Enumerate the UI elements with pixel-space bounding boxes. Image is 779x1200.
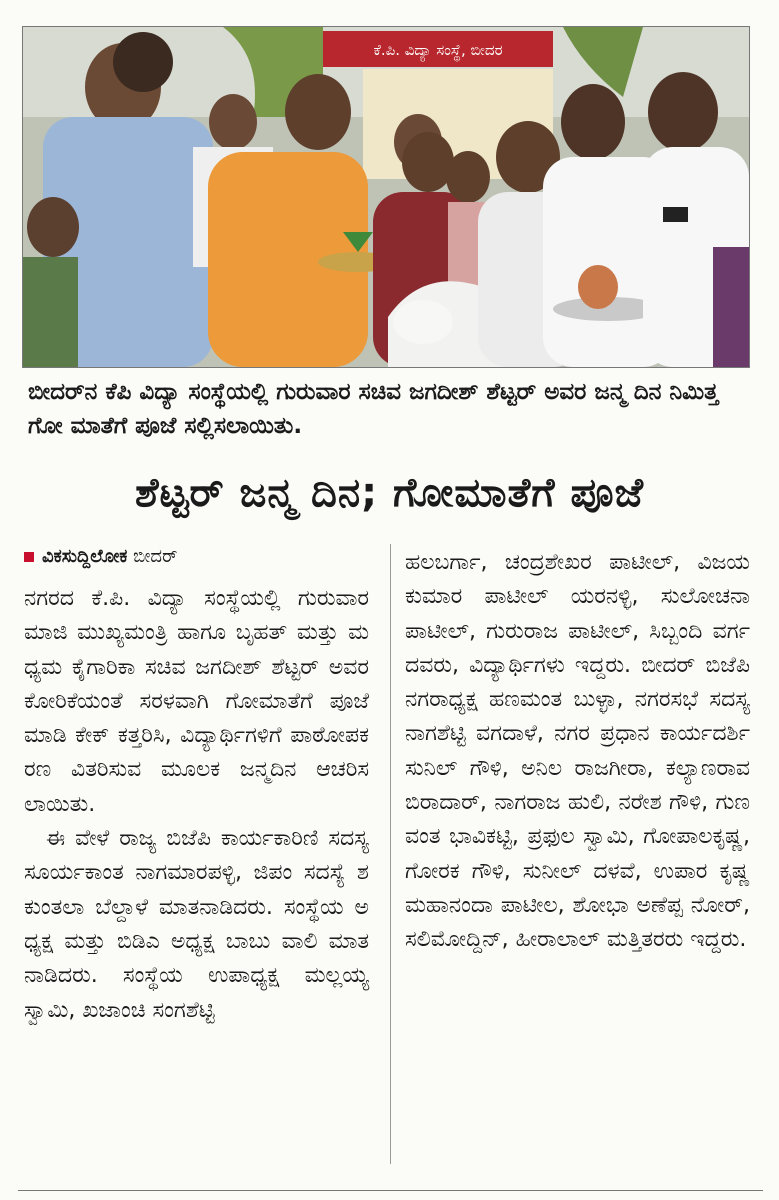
article-paragraph: ಈ ವೇಳೆ ರಾಜ್ಯ ಬಿಜೆಪಿ ಕಾರ್ಯಕಾರಿಣಿ ಸದಸ್ಯ ಸೂರ್ಯಕಾಂತ ನಾಗಮಾರಪಳ್ಳಿ, ಜಿಪಂ ಸದಸ್ಯೆ ಶಕುಂತಲಾ ಬೆಲ್ದಾಳೆ ಮಾತನಾಡಿದರು. ಸಂಸ್ಥೆಯ ಅಧ್ಯಕ್ಷ ಮತ್ತು ಬಿಡಿಎ ಅಧ್ಯಕ್ಷ ಬಾಬು ವಾಲಿ ಮಾತನಾಡಿದರು. ಸಂಸ್ಥೆಯ ಉಪಾಧ್ಯಕ್ಷ ಮಲ್ಲಯ್ಯ ಸ್ವಾಮಿ, ಖಜಾಂಚಿ ಸಂಗಶೆಟ್ಟಿ	[24, 826, 369, 1023]
photo-illustration	[23, 27, 749, 367]
byline	[24, 544, 384, 570]
news-photo	[22, 26, 750, 368]
bottom-rule	[18, 1190, 763, 1191]
article-paragraph: ಹಲಬರ್ಗಾ, ಚಂದ್ರಶೇಖರ ಪಾಟೀಲ್, ವಿಜಯಕುಮಾರ ಪಾಟೀಲ್ ಯರನಳ್ಳಿ, ಸುಲೋಚನಾ ಪಾಟೀಲ್, ಗುರುರಾಜ ಪಾಟೀಲ್, ಸಿಬ್ಬಂದಿ ವರ್ಗದವರು, ವಿದ್ಯಾರ್ಥಿಗಳು ಇದ್ದರು. ಬೀದರ್ ಬಿಜೆಪಿ ನಗರಾಧ್ಯಕ್ಷ ಹಣಮಂತ ಬುಳ್ಳಾ, ನಗರಸಭೆ ಸದಸ್ಯ ನಾಗಶೆಟ್ಟಿ ವಗದಾಳೆ, ನಗರ ಪ್ರಧಾನ ಕಾರ್ಯದರ್ಶಿ ಸುನಿಲ್ ಗೌಳಿ, ಅನಿಲ ರಾಜಗೀರಾ, ಕಲ್ಯಾಣರಾವ ಬಿರಾದಾರ್, ನಾಗರಾಜ ಹುಲಿ, ನರೇಶ ಗೌಳಿ, ಗುಣವಂತ ಭಾವಿಕಟ್ಟಿ, ಪ್ರಫುಲ ಸ್ವಾಮಿ, ಗೋಪಾಲಕೃಷ್ಣ, ಗೋರಕ ಗೌಳಿ, ಸುನೀಲ್ ದಳವೆ, ಉಪಾರ ಕೃಷ್ಣ ಮಹಾನಂದಾ ಪಾಟೀಲ, ಶೋಭಾ ಅಣೆಪ್ಪ ನೋರ್, ಸಲಿಮೋದ್ದಿನ್, ಹೀರಾಲಾಲ್ ಮತ್ತಿತರರು ಇದ್ದರು.	[405, 550, 750, 953]
headline: ಶೆಟ್ಟರ್ ಜನ್ಮ ದಿನ; ಗೋಮಾತೆಗೆ ಪೂಜೆ	[134, 470, 645, 516]
banner-text: ಕೆ.ಪಿ. ವಿದ್ಯಾ ಸಂಸ್ಥೆ, ಬೀದರ	[373, 41, 503, 59]
column-divider	[390, 544, 391, 1164]
byline-bullet	[24, 552, 34, 562]
article-column-2	[405, 546, 750, 958]
byline-place: ಬೀದರ್	[133, 546, 178, 567]
article-paragraph: ನಗರದ ಕೆ.ಪಿ. ವಿದ್ಯಾ ಸಂಸ್ಥೆಯಲ್ಲಿ ಗುರುವಾರ ಮಾಜಿ ಮುಖ್ಯಮಂತ್ರಿ ಹಾಗೂ ಬೃಹತ್ ಮತ್ತು ಮಧ್ಯಮ ಕೈಗಾರಿಕಾ ಸಚಿವ ಜಗದೀಶ್ ಶೆಟ್ಟರ್ ಅವರ ಕೋರಿಕೆಯಂತೆ ಸರಳವಾಗಿ ಗೋಮಾತೆಗೆ ಪೂಜೆ ಮಾಡಿ ಕೇಕ್ ಕತ್ತರಿಸಿ, ವಿದ್ಯಾರ್ಥಿಗಳಿಗೆ ಪಾಠೋಪಕರಣ ವಿತರಿಸುವ ಮೂಲಕ ಜನ್ಮದಿನ ಆಚರಿಸಲಾಯಿತು.	[24, 586, 369, 817]
article-column-1	[24, 582, 369, 1028]
byline-source: ವಿಕಸುದ್ದಿಲೋಕ	[42, 546, 128, 567]
photo-caption: ಬೀದರ್‌ನ ಕೆಪಿ ವಿದ್ಯಾ ಸಂಸ್ಥೆಯಲ್ಲಿ ಗುರುವಾರ ಸಚಿವ ಜಗದೀಶ್ ಶೆಟ್ಟರ್ ಅವರ ಜನ್ಮ ದಿನ ನಿಮಿತ್ತ ಗೋ ಮಾತೆಗೆ ಪೂಜೆ ಸಲ್ಲಿಸಲಾಯಿತು.	[28, 379, 719, 439]
